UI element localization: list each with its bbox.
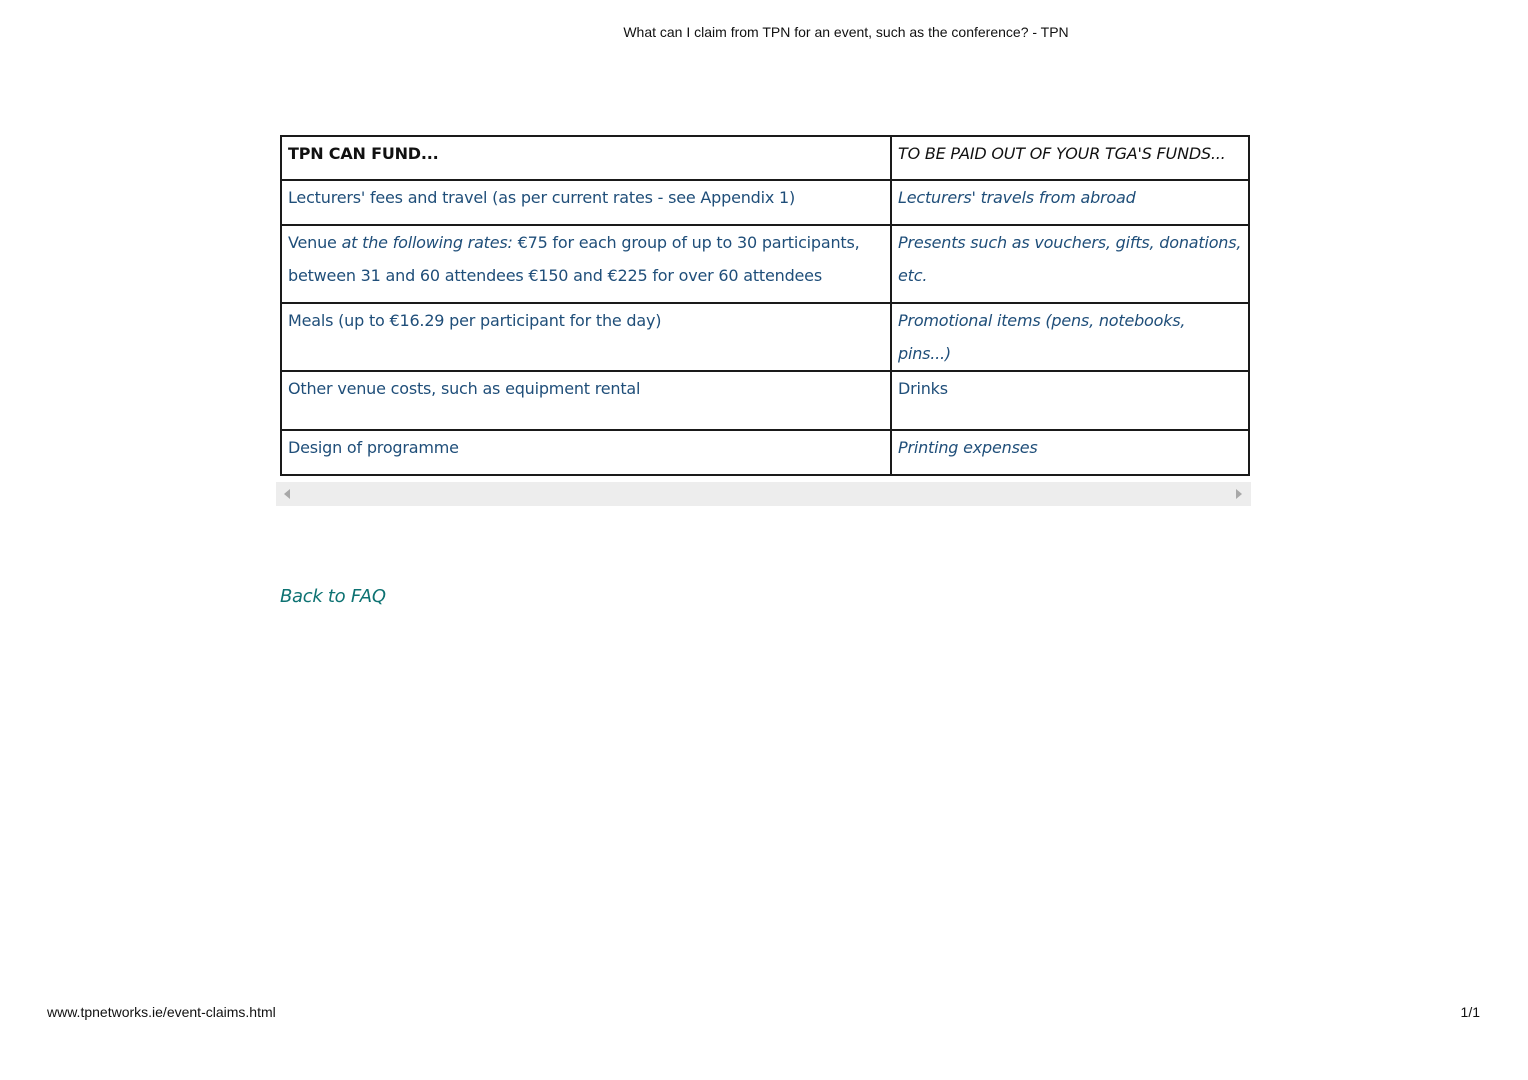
- venue-rates-italic: at the following rates:: [341, 233, 513, 252]
- cell-tpn-lecturers-fees: Lecturers' fees and travel (as per current rates - see Appendix 1): [281, 180, 891, 225]
- claims-table-container: [280, 135, 1248, 476]
- back-to-faq-link[interactable]: Back to FAQ: [280, 586, 386, 607]
- venue-prefix: Venue: [288, 233, 342, 252]
- cell-tga-promotional-items: Promotional items (pens, notebooks, pins...): [891, 303, 1249, 371]
- table-row: [281, 371, 1249, 430]
- cell-tga-printing-expenses: Printing expenses: [891, 430, 1249, 475]
- table-row: [281, 225, 1249, 303]
- cell-tpn-other-venue-costs: Other venue costs, such as equipment rental: [281, 371, 891, 430]
- venue-rates-detail: €75 for each group of up to 30 participants, between 31 and 60 attendees €150 and €225 for over 60 attendees: [288, 233, 860, 285]
- header-tpn-can-fund: TPN CAN FUND...: [281, 136, 891, 180]
- cell-tpn-venue: [281, 225, 891, 303]
- print-footer-url: www.tpnetworks.ie/event-claims.html: [47, 1004, 276, 1020]
- cell-tga-lecturers-travels: Lecturers' travels from abroad: [891, 180, 1249, 225]
- header-tga-funds: TO BE PAID OUT OF YOUR TGA'S FUNDS...: [891, 136, 1249, 180]
- horizontal-scrollbar[interactable]: [276, 482, 1251, 506]
- table-row: [281, 430, 1249, 475]
- table-row: [281, 180, 1249, 225]
- print-header-title: [0, 24, 1528, 40]
- claims-table: [280, 135, 1250, 476]
- table-header-row: [281, 136, 1249, 180]
- print-header-title-text: What can I claim from TPN for an event, such as the conference? - TPN: [623, 24, 1069, 40]
- print-footer-page-number: 1/1: [1460, 1004, 1480, 1020]
- cell-tga-presents: Presents such as vouchers, gifts, donations, etc.: [891, 225, 1249, 303]
- cell-tga-drinks: Drinks: [891, 371, 1249, 430]
- scroll-right-arrow-icon[interactable]: [1236, 489, 1242, 499]
- table-row: [281, 303, 1249, 371]
- cell-tpn-meals: Meals (up to €16.29 per participant for the day): [281, 303, 891, 371]
- cell-tpn-design-programme: Design of programme: [281, 430, 891, 475]
- scroll-left-arrow-icon[interactable]: [284, 489, 290, 499]
